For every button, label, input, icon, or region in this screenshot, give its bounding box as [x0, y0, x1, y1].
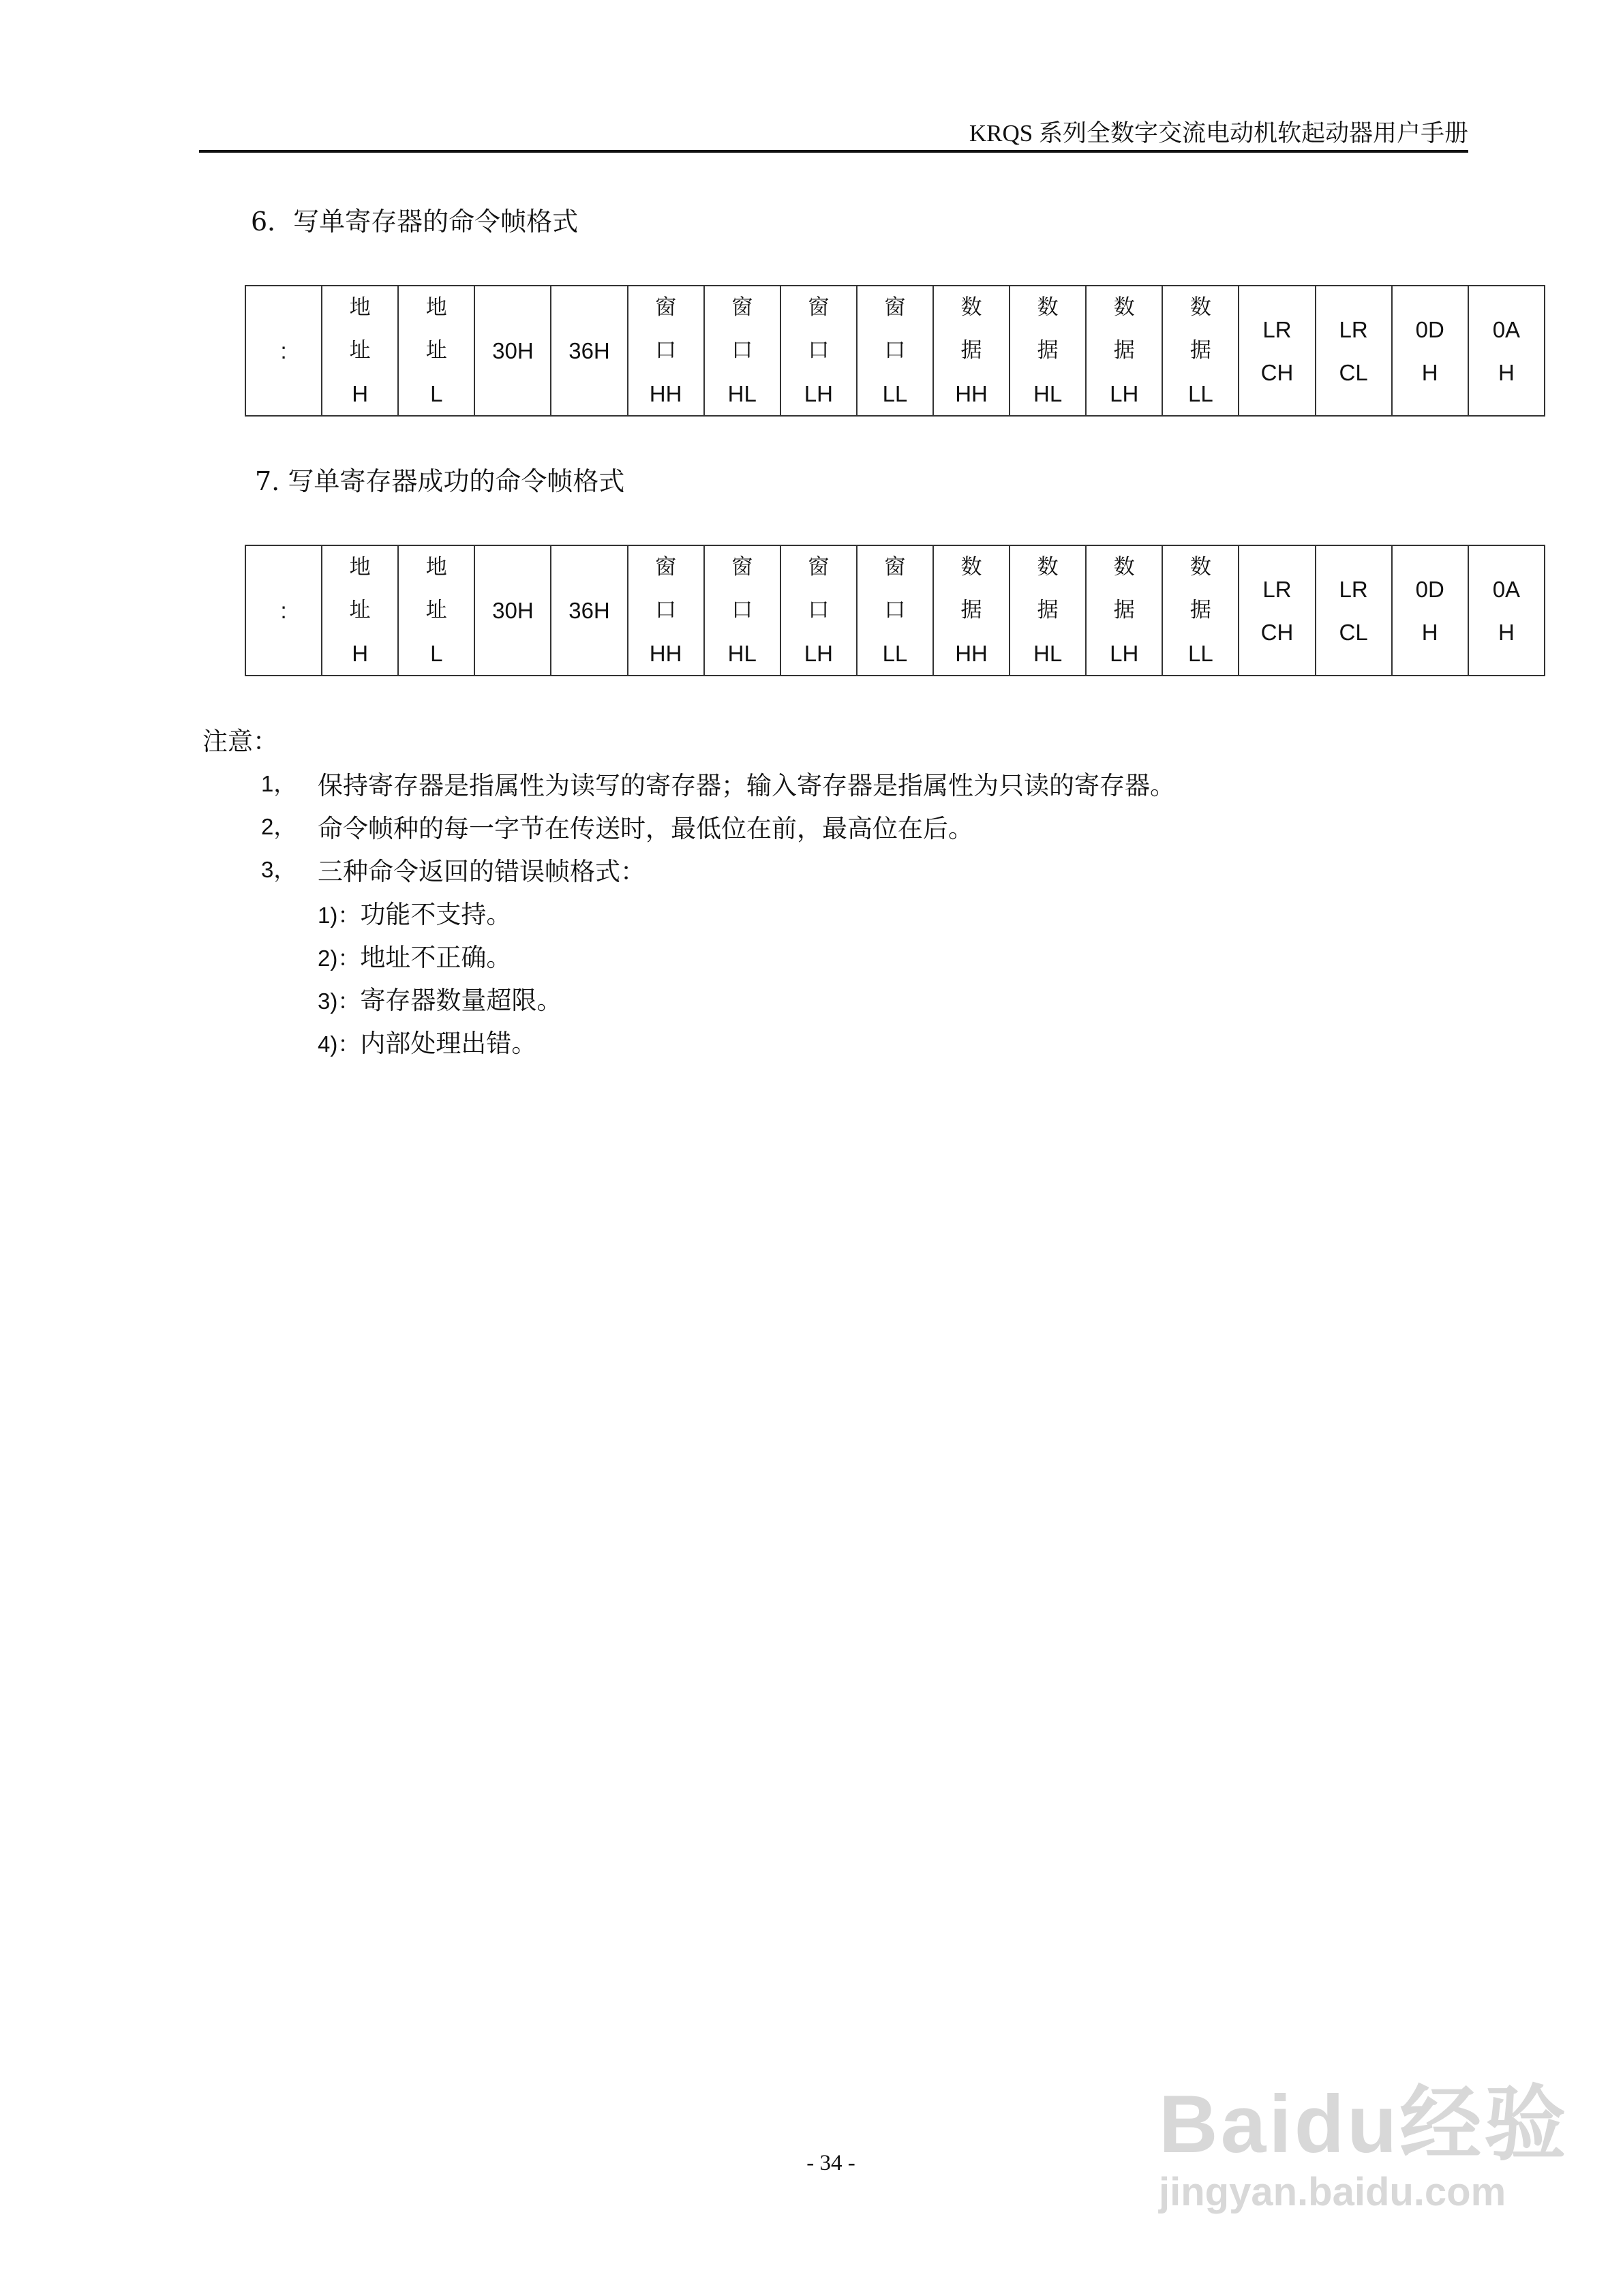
error-type-item: [318, 1023, 536, 1059]
frame-cell-text: 口: [884, 338, 906, 363]
note-text: 保持寄存器是指属性为读写的寄存器；输入寄存器是指属性为只读的寄存器。: [318, 771, 1175, 800]
frame-cell-text: :: [280, 338, 287, 363]
frame-cell: [933, 545, 1010, 676]
frame-cell: [551, 286, 627, 416]
frame-cell: [1162, 545, 1239, 676]
error-type-text: 地址不正确。: [360, 943, 512, 972]
frame-cell: [1086, 545, 1162, 676]
frame-cell: [1468, 545, 1545, 676]
frame-cell-text: CH: [1260, 359, 1294, 385]
frame-cell: [474, 286, 551, 416]
frame-cell-text: :: [280, 598, 287, 623]
frame-cell-text: HL: [1033, 381, 1063, 406]
frame-cell-text: CL: [1339, 359, 1368, 385]
frame-cell-text: LL: [882, 641, 908, 666]
error-type-item: [318, 894, 511, 931]
frame-cell-text: L: [430, 641, 443, 666]
frame-cell-text: LL: [1188, 641, 1213, 666]
error-type-text: 功能不支持。: [360, 900, 512, 929]
frame-cell-text: 址: [425, 598, 447, 622]
frame-cell: [780, 286, 857, 416]
note-number: 1，: [261, 771, 297, 796]
frame-cell-text: 数: [1113, 555, 1135, 579]
frame-cell: [1392, 545, 1468, 676]
frame-cell: [1392, 286, 1468, 416]
note-text: 三种命令返回的错误帧格式：: [318, 857, 646, 886]
frame-cell-text: 址: [349, 338, 371, 363]
page-number: - 34 -: [806, 2151, 855, 2175]
frame-cell-text: 口: [808, 338, 830, 363]
frame-cell-text: 据: [1113, 598, 1135, 622]
frame-cell: [322, 286, 398, 416]
frame-cell: [857, 545, 933, 676]
frame-cell-text: LR: [1262, 576, 1292, 602]
frame-cell-text: 30H: [492, 338, 534, 363]
error-type-text: 寄存器数量超限。: [360, 986, 562, 1015]
watermark-url: jingyan.baidu.com: [1159, 2170, 1506, 2214]
frame-cell-text: 数: [960, 295, 982, 320]
frame-cell-text: 数: [1113, 295, 1135, 320]
frame-cell-text: HL: [1033, 641, 1063, 666]
frame-cell-text: 据: [960, 598, 982, 622]
frame-cell-text: HH: [649, 381, 682, 406]
header-divider: [199, 150, 1468, 153]
frame-cell-text: LR: [1339, 316, 1368, 342]
frame-cell: [245, 545, 322, 676]
frame-cell-text: 地: [349, 555, 371, 579]
frame-cell-text: 数: [960, 555, 982, 579]
frame-cell-text: CL: [1339, 619, 1368, 645]
frame-cell: [245, 286, 322, 416]
frame-cell-text: LL: [882, 381, 908, 406]
frame-cell: [704, 286, 780, 416]
frame-cell-text: H: [1498, 359, 1515, 385]
frame-cell-text: LH: [804, 641, 833, 666]
frame-cell-text: H: [352, 381, 369, 406]
frame-cell: [1316, 286, 1392, 416]
frame-cell: [1086, 286, 1162, 416]
frame-cell-text: 据: [1189, 338, 1211, 363]
frame-cell-text: HL: [727, 641, 757, 666]
write-register-frame-table: [245, 285, 1545, 417]
running-header: KRQS 系列全数字交流电动机软起动器用户手册: [969, 120, 1468, 147]
notes-title: 注意：: [202, 727, 278, 756]
frame-cell-text: H: [1421, 619, 1438, 645]
frame-cell-text: 据: [1189, 598, 1211, 622]
error-type-item: [318, 937, 511, 973]
note-number: 2，: [261, 814, 297, 839]
frame-cell-text: 口: [731, 338, 753, 363]
frame-cell: [1162, 286, 1239, 416]
frame-cell-text: 口: [655, 338, 677, 363]
frame-cell-text: HH: [955, 381, 988, 406]
frame-cell-text: 窗: [808, 295, 830, 320]
frame-cell: [933, 286, 1010, 416]
frame-cell-text: 数: [1189, 555, 1211, 579]
section-7-heading: 7. 写单寄存器成功的命令帧格式: [255, 466, 625, 496]
frame-cell: [398, 286, 474, 416]
frame-cell: [704, 545, 780, 676]
frame-cell: [1239, 545, 1315, 676]
error-type-item: [318, 980, 562, 1016]
frame-cell-text: 址: [349, 598, 371, 622]
frame-cell-text: H: [1498, 619, 1515, 645]
frame-cell-text: HH: [649, 641, 682, 666]
frame-cell: [1239, 286, 1315, 416]
watermark-logo: Baidu经验: [1159, 2079, 1569, 2170]
note-number: 3，: [261, 857, 297, 882]
frame-cell-text: 窗: [884, 555, 906, 579]
frame-cell-text: 据: [960, 338, 982, 363]
frame-cell: [398, 545, 474, 676]
frame-cell-text: 地: [349, 295, 371, 320]
frame-cell-text: 窗: [884, 295, 906, 320]
frame-cell-text: 窗: [808, 555, 830, 579]
section-6-heading: 6．写单寄存器的命令帧格式: [251, 207, 579, 237]
baidu-watermark: [1159, 2059, 1568, 2215]
frame-cell: [1316, 545, 1392, 676]
frame-cell-text: 据: [1113, 338, 1135, 363]
frame-cell-text: 0D: [1415, 316, 1444, 342]
frame-cell-text: LL: [1188, 381, 1213, 406]
frame-cell-text: 窗: [655, 555, 677, 579]
error-type-text: 内部处理出错。: [360, 1029, 537, 1058]
frame-cell-text: LH: [804, 381, 833, 406]
frame-cell-text: 数: [1037, 555, 1059, 579]
frame-cell-text: L: [430, 381, 443, 406]
frame-cell: [1010, 286, 1086, 416]
write-register-success-frame-table: [245, 545, 1545, 676]
frame-cell: [551, 545, 627, 676]
frame-cell-text: 数: [1037, 295, 1059, 320]
frame-cell-text: 口: [808, 598, 830, 622]
frame-cell-text: 0A: [1492, 576, 1521, 602]
frame-cell-text: 口: [884, 598, 906, 622]
error-type-number: 3)：: [318, 988, 361, 1014]
frame-cell-text: LH: [1110, 381, 1139, 406]
frame-cell: [780, 545, 857, 676]
frame-cell-text: LR: [1339, 576, 1368, 602]
frame-cell: [322, 545, 398, 676]
error-type-number: 1)：: [318, 903, 361, 928]
frame-cell-text: LH: [1110, 641, 1139, 666]
error-type-number: 2)：: [318, 946, 361, 971]
frame-cell: [857, 286, 933, 416]
frame-cell-text: 30H: [492, 598, 534, 623]
note-text: 命令帧种的每一字节在传送时，最低位在前，最高位在后。: [318, 814, 973, 843]
error-type-number: 4)：: [318, 1031, 361, 1057]
frame-cell-text: 0A: [1492, 316, 1521, 342]
frame-cell-text: 36H: [568, 338, 610, 363]
frame-cell-text: 数: [1189, 295, 1211, 320]
frame-cell-text: 址: [425, 338, 447, 363]
frame-cell-text: 据: [1037, 598, 1059, 622]
frame-cell-text: 36H: [568, 598, 610, 623]
frame-cell-text: HH: [955, 641, 988, 666]
frame-cell: [628, 545, 704, 676]
frame-cell-text: 窗: [731, 295, 753, 320]
frame-cell: [474, 545, 551, 676]
frame-cell-text: 口: [731, 598, 753, 622]
frame-cell-text: 0D: [1415, 576, 1444, 602]
frame-cell: [628, 286, 704, 416]
frame-cell-text: 地: [425, 295, 447, 320]
frame-cell-text: 窗: [655, 295, 677, 320]
frame-cell-text: 窗: [731, 555, 753, 579]
frame-cell-text: 据: [1037, 338, 1059, 363]
frame-cell-text: LR: [1262, 316, 1292, 342]
frame-cell-text: H: [352, 641, 369, 666]
frame-cell: [1010, 545, 1086, 676]
frame-cell-text: HL: [727, 381, 757, 406]
frame-cell-text: 口: [655, 598, 677, 622]
frame-cell-text: H: [1421, 359, 1438, 385]
frame-cell-text: CH: [1260, 619, 1294, 645]
frame-cell-text: 地: [425, 555, 447, 579]
frame-cell: [1468, 286, 1545, 416]
